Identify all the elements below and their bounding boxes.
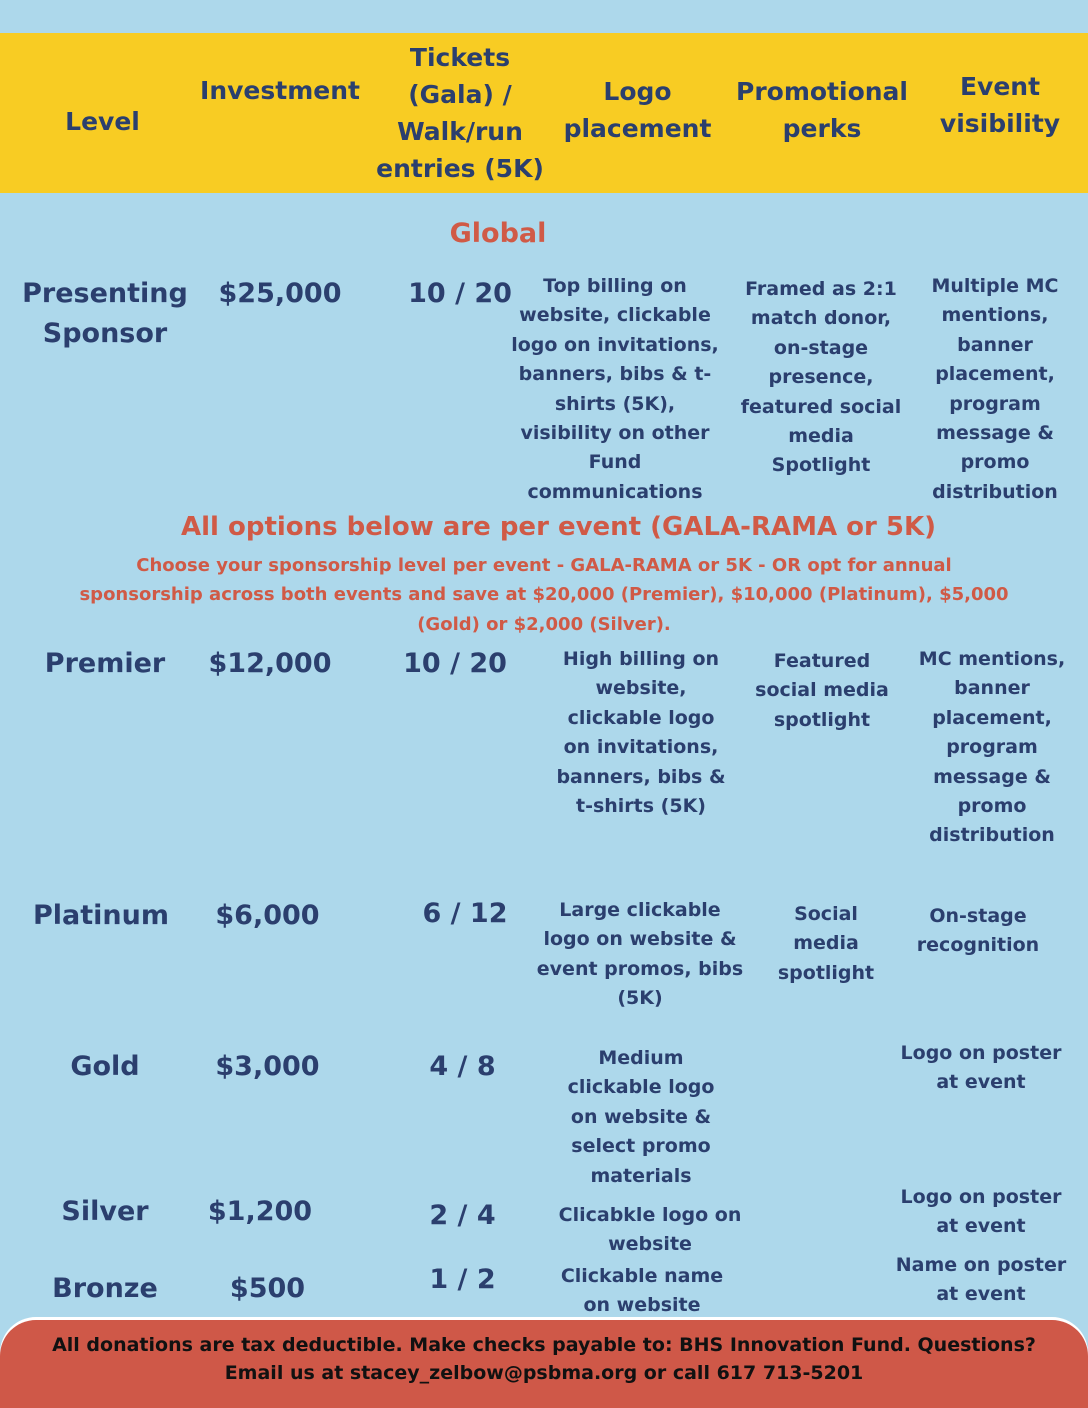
tickets-platinum: 6 / 12 [422, 898, 508, 929]
visibility-gold: Logo on poster at event [900, 1042, 1062, 1094]
footer-contact-line: Email us at stacey_zelbow@psbma.org or call 617 713-5201 [224, 1362, 864, 1384]
tickets-premier: 10 / 20 [403, 648, 507, 679]
investment-platinum: $6,000 [215, 900, 320, 931]
visibility-bronze: Name on poster at event [895, 1254, 1067, 1306]
investment-presenting: $25,000 [218, 278, 342, 309]
investment-gold: $3,000 [215, 1051, 320, 1082]
header-tickets: Tickets (Gala) / Walk/run entries (5K) [376, 43, 544, 183]
per-event-heading: All options below are per event (GALA-RAMA or 5K) [180, 512, 937, 542]
visibility-presenting: Multiple MC mentions, banner placement, program message & promo distribution [931, 275, 1059, 503]
level-platinum: Platinum [32, 900, 169, 931]
tickets-presenting: 10 / 20 [408, 278, 512, 309]
visibility-premier: MC mentions, banner placement, program message & promo distribution [918, 648, 1066, 847]
logo-presenting: Top billing on website, clickable logo on invitations, banners, bibs & t- shirts (5K), visibility on other Fund communications [511, 275, 719, 503]
tickets-bronze: 1 / 2 [429, 1264, 496, 1295]
header-investment: Investment [200, 76, 360, 105]
level-silver: Silver [61, 1196, 149, 1227]
logo-premier: High billing on website, clickable logo on invitations, banners, bibs & t-shirts (5K) [556, 648, 726, 818]
header-promotional-perks: Promotional perks [736, 77, 908, 143]
footer-line-1: All donations are tax deductible. Make checks payable to: BHS Innovation Fund. Questions? [52, 1334, 1036, 1356]
tickets-gold: 4 / 8 [429, 1051, 496, 1082]
global-heading: Global [449, 218, 547, 249]
level-presenting-sponsor: Presenting Sponsor [22, 278, 188, 349]
promo-platinum: Social media spotlight [777, 903, 875, 984]
per-event-note: Choose your sponsorship level per event - GALA-RAMA or 5K - OR opt for annual sponsorship across both events and save at $20,000 (Premier), $10,000 (Platinum), $5,000 (Gold) or $2,000 (Silver). [79, 555, 1009, 635]
level-bronze: Bronze [52, 1273, 158, 1304]
tickets-silver: 2 / 4 [429, 1200, 496, 1231]
investment-bronze: $500 [229, 1273, 306, 1304]
footer-banner [0, 1320, 1088, 1408]
level-gold: Gold [70, 1051, 140, 1082]
logo-gold: Medium clickable logo on website & select promo materials [567, 1047, 715, 1187]
investment-premier: $12,000 [208, 648, 332, 679]
logo-bronze: Clickable name on website [560, 1265, 724, 1317]
table-header [0, 33, 1088, 193]
promo-presenting: Framed as 2:1 match donor, on-stage presence, featured social media Spotlight [740, 278, 902, 477]
logo-silver: Clicabkle logo on website [558, 1204, 742, 1256]
header-logo-placement: Logo placement [563, 77, 712, 143]
header-level: Level [65, 107, 140, 136]
visibility-platinum: On-stage recognition [916, 905, 1040, 957]
level-premier: Premier [44, 648, 166, 679]
header-event-visibility: Event visibility [939, 72, 1061, 138]
visibility-silver: Logo on poster at event [900, 1186, 1062, 1238]
investment-silver: $1,200 [207, 1196, 313, 1227]
promo-premier: Featured social media spotlight [755, 650, 889, 731]
logo-platinum: Large clickable logo on website & event promos, bibs (5K) [536, 899, 744, 1010]
